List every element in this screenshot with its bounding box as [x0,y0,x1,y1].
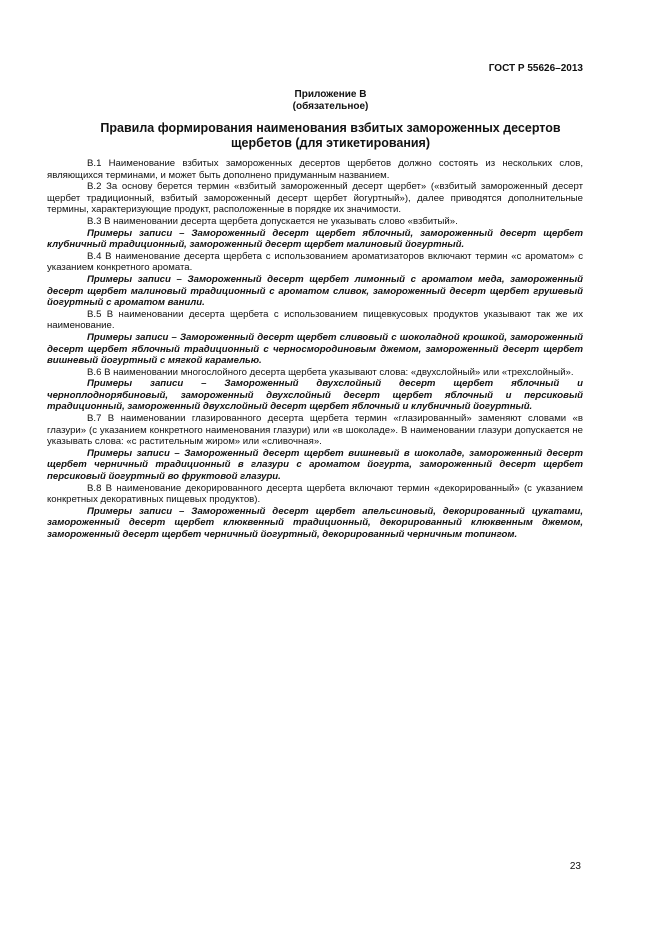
paragraph-b4: В.4 В наименование десерта щербета с использованием ароматизаторов включают термин «с ароматом» с указанием конкретного аромата. [47,250,583,274]
paragraph-b5: В.5 В наименовании десерта щербета с использованием пищевкусовых продуктов указывают так же их наименование. [47,308,583,332]
section-title: Правила формирования наименования взбитых замороженных десертов щербетов (для этикетирования) [100,121,561,150]
example-b3: Примеры записи – Замороженный десерт щербет яблочный, замороженный десерт щербет клубничный традиционный, замороженный десерт щербет малиновый йогуртный. [47,227,583,251]
paragraph-b6: В.6 В наименовании многослойного десерта щербета указывают слова: «двухслойный» или «трехслойный». [87,366,574,378]
document-code: ГОСТ Р 55626–2013 [488,63,583,74]
paragraph-b1: В.1 Наименование взбитых замороженных десертов щербетов должно состоять из нескольких слов, являющихся терминами, и может быть дополнено придуманным названием. [47,158,583,181]
paragraph-b2: В.2 За основу берется термин «взбитый замороженный десерт щербет» («взбитый замороженный десерт щербет традиционный, взбитый замороженный десерт щербет йогуртный»), далее приводятся дополнительные термины, характеризующие продукт, расположенные в порядке их значимости. [47,181,583,216]
example-b6: Примеры записи – Замороженный двухслойный десерт щербет яблочный и черноплоднорябиновый, замороженный двухслойный десерт щербет яблочный и персиковый традиционный, замороженный двухслойный десерт щербет яблочный и клубничный йогуртный. [47,378,583,413]
appendix-status: (обязательное) [292,101,369,112]
example-b5: Примеры записи – Замороженный десерт щербет сливовый с шоколадной крошкой, замороженный десерт щербет яблочный традиционный с черносмородиновым джемом, замороженный десерт щербет вишневый йогуртный с мягкой карамелью. [47,331,583,367]
appendix-label: Приложение В [294,89,367,100]
paragraph-b7: В.7 В наименовании глазированного десерта щербета термин «глазированный» заменяют словами «в глазури» (с указанием конкретного наименования глазури) или «в шоколаде». В наименовании глазури допускается не указывать слова: «с растительным жиром» или «сливочная». [47,413,583,448]
page-number: 23 [569,861,581,872]
paragraph-b3: В.3 В наименовании десерта щербета допускается не указывать слово «взбитый». [87,215,458,227]
example-b8: Примеры записи – Замороженный десерт щербет апельсиновый, декорированный цукатами, замороженный десерт щербет клюквенный традиционный, декорированный клюквенным джемом, замороженный десерт щербет черничный йогуртный, декорированный черничным топингом. [47,505,583,540]
example-b4: Примеры записи – Замороженный десерт щербет лимонный с ароматом меда, замороженный десерт щербет малиновый традиционный с ароматом сливок, замороженный десерт щербет грушевый йогуртный с ароматом ванили. [47,273,583,309]
paragraph-b8: В.8 В наименование декорированного десерта щербета включают термин «декорированный» (с указанием конкретных декоративных пищевых продуктов). [47,482,583,506]
body-text [47,158,583,541]
example-b7: Примеры записи – Замороженный десерт щербет вишневый в шоколаде, замороженный десерт щербет черничный традиционный в глазури с ароматом йогурта, замороженный десерт щербет персиковый йогуртный во фруктовой глазури. [47,447,583,483]
